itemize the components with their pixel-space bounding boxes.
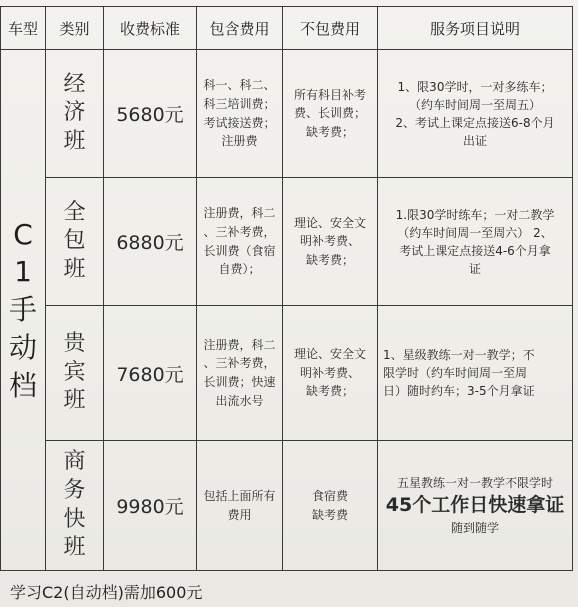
class-char: 贵 — [63, 331, 86, 357]
included-line: 、三补考费， — [203, 356, 276, 371]
table-row — [1, 50, 573, 178]
included-line: 包括上面所有 — [203, 488, 276, 503]
service-line: 日）随时约车；3-5个月拿证 — [383, 384, 535, 398]
service-line: 随到随学 — [450, 520, 499, 535]
price-cell: 9980元 — [104, 441, 197, 571]
included-line: 考试接送费； — [203, 115, 276, 130]
excluded-line: 缺考费； — [305, 124, 354, 139]
service-cell — [378, 178, 573, 306]
price-cell: 6880元 — [104, 178, 197, 306]
included-line: 注册费 — [221, 134, 258, 149]
header-included: 包含费用 — [197, 7, 283, 50]
table-row — [1, 441, 573, 571]
excluded-line: 缺考费 — [311, 507, 348, 522]
header-class: 类别 — [46, 7, 104, 50]
class-char: 快 — [63, 506, 86, 532]
header-excluded: 不包费用 — [283, 7, 378, 50]
car-type-char: 动 — [8, 330, 37, 364]
service-line: 五星教练一对一教学不限学时 — [396, 476, 553, 491]
car-type-cell — [1, 50, 46, 571]
class-char: 宾 — [63, 359, 86, 385]
class-char: 务 — [63, 477, 86, 503]
car-type-char: 1 — [14, 255, 32, 289]
footnote: 学习C2(自动档)需加600元 — [10, 583, 203, 602]
included-cell — [197, 50, 283, 178]
service-line: 考试上课定点接送4-6个月拿 — [399, 243, 551, 258]
class-char: 商 — [63, 449, 86, 475]
car-type-char: 档 — [8, 368, 37, 402]
service-cell — [378, 306, 573, 441]
class-char: 经 — [63, 71, 86, 97]
service-line: 出证 — [462, 133, 487, 148]
excluded-cell — [283, 50, 378, 178]
header-service: 服务项目说明 — [378, 7, 573, 50]
excluded-line: 明补考费、 — [299, 234, 360, 249]
header-price: 收费标准 — [104, 7, 197, 50]
class-cell — [46, 306, 104, 441]
excluded-line: 理论、安全文 — [293, 215, 366, 230]
class-cell — [46, 50, 104, 178]
service-highlight: 45个工作日快速拿证 — [385, 494, 565, 517]
included-line: 科一、科二、 — [203, 78, 276, 93]
excluded-line: 缺考费； — [305, 384, 354, 399]
included-cell — [197, 178, 283, 306]
car-type-char: C — [13, 217, 33, 251]
excluded-cell — [283, 178, 378, 306]
class-char: 班 — [63, 388, 86, 414]
service-cell — [378, 50, 573, 178]
service-line: 2、考试上课定点接送6-8个月 — [395, 115, 555, 130]
service-line: （约车时间周一至周五） — [408, 97, 541, 112]
included-line: 费用 — [227, 507, 252, 522]
service-cell — [378, 441, 573, 571]
included-line: 长训费；快速 — [203, 375, 276, 389]
service-line: 证 — [468, 261, 481, 276]
class-char: 济 — [63, 100, 86, 126]
table-row — [1, 306, 573, 441]
excluded-line: 缺考费； — [305, 252, 354, 267]
included-line: 注册费，科二 — [203, 206, 276, 221]
table-row — [1, 178, 573, 306]
service-line: 1.限30学时练车；一对二教学 — [395, 207, 555, 222]
service-line: （约车时间周一至周六） 2、 — [397, 225, 553, 240]
included-cell — [197, 441, 283, 571]
excluded-cell — [283, 306, 378, 441]
class-char: 包 — [63, 228, 86, 254]
included-cell — [197, 306, 283, 441]
included-line: 自费）； — [218, 262, 261, 277]
service-line: 限学时（约车时间周一至周 — [383, 366, 528, 380]
car-type-char: 手 — [8, 293, 37, 327]
included-line: 科三培训费； — [203, 96, 276, 111]
table-header-row — [1, 7, 573, 50]
price-cell: 5680元 — [104, 50, 197, 178]
excluded-line: 费、长训费； — [293, 106, 366, 121]
included-line: 、三补考费， — [203, 224, 276, 239]
class-char: 班 — [63, 128, 86, 154]
class-cell — [46, 441, 104, 571]
included-line: 出流水号 — [215, 393, 264, 408]
class-char: 班 — [63, 535, 86, 561]
excluded-line: 理论、安全文 — [293, 347, 366, 362]
excluded-cell — [283, 441, 378, 571]
excluded-line: 食宿费 — [311, 488, 348, 503]
excluded-line: 所有科目补考 — [293, 87, 366, 102]
service-line: 1、限30学时，一对多练车； — [397, 79, 553, 94]
included-line: 注册费，科二 — [203, 337, 276, 352]
price-cell: 7680元 — [104, 306, 197, 441]
class-char: 全 — [63, 199, 86, 225]
header-car-type: 车型 — [1, 7, 46, 50]
price-table — [0, 6, 573, 571]
class-cell — [46, 178, 104, 306]
service-line: 1、星级教练一对一教学；不 — [383, 348, 535, 362]
class-char: 班 — [63, 256, 86, 282]
included-line: 长训费（食宿 — [203, 243, 276, 258]
excluded-line: 明补考费、 — [299, 365, 360, 380]
